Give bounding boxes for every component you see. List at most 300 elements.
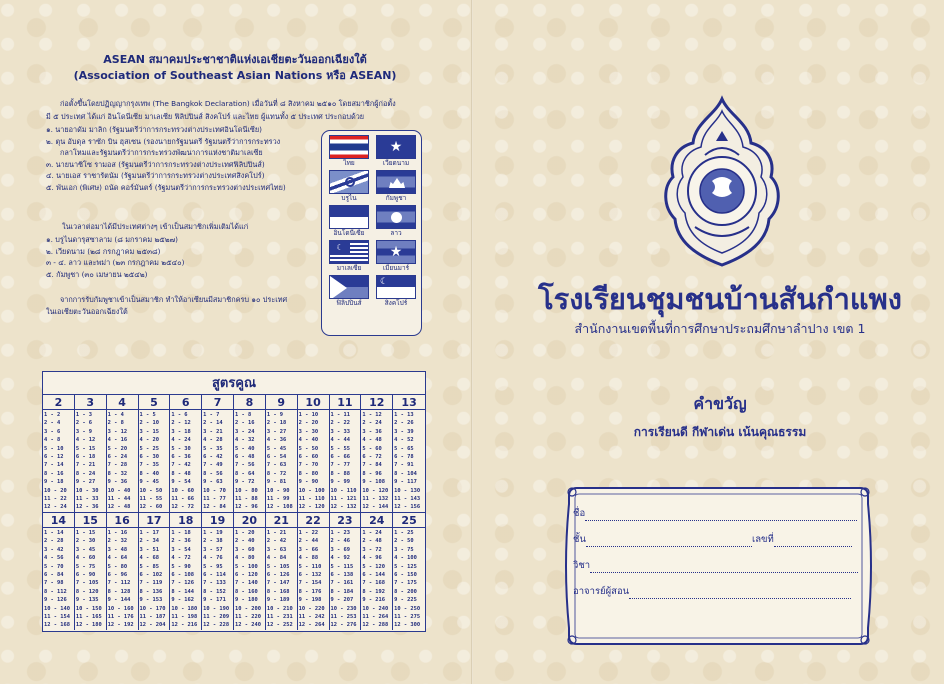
table-cell: 9 - 198 (298, 597, 322, 604)
table-cell: 6 - 108 (171, 571, 195, 578)
table-cell: 10 - 200 (235, 605, 261, 612)
table-cell: 3 - 18 (171, 428, 191, 435)
table-cell: 7 - 119 (139, 580, 163, 587)
table-cell: 5 - 115 (330, 563, 354, 570)
table-cell: 3 - 63 (266, 546, 287, 553)
table-cell: 2 - 24 (362, 420, 382, 427)
subject-label: วิชา (573, 560, 591, 571)
asean-intro-line-1: ก่อตั้งขึ้นโดยปฏิญญากรุงเทพ (The Bangkok Declaration) เมื่อวันที่ ๘ สิงหาคม ๒๕๑๐ โดยสมาชิกผู้ก่อตั้ง (60, 99, 396, 108)
table-cell: 3 - 27 (266, 428, 287, 435)
table-cell: 10 - 50 (139, 487, 163, 494)
table-cell: 6 - 144 (362, 571, 386, 578)
table-column-header: 24 (361, 513, 393, 528)
founder-item: กลาโหมและรัฐมนตรีว่าการกระทรวงพัฒนาการแห่งชาติมาเลเซีย (60, 148, 263, 157)
table-column-header: 5 (139, 395, 171, 410)
table-cell: 2 - 32 (107, 538, 128, 545)
table-column (202, 528, 234, 630)
table-cell: 8 - 48 (171, 470, 191, 477)
table-cell: 12 - 300 (394, 622, 421, 629)
table-cell: 12 - 96 (235, 504, 258, 511)
table-cell: 4 - 88 (298, 555, 319, 562)
table-cell: 11 - 187 (139, 613, 166, 620)
table-header-row (43, 512, 425, 528)
table-cell: 1 - 23 (330, 529, 350, 536)
table-cell: 3 - 45 (75, 546, 96, 553)
table-cell: 4 - 48 (362, 437, 382, 444)
table-cell: 10 - 250 (394, 605, 421, 612)
table-cell: 6 - 66 (330, 454, 350, 461)
table-cell: 1 - 3 (75, 412, 93, 418)
teacher-line (629, 589, 851, 599)
table-column (107, 528, 139, 630)
table-cell: 4 - 92 (330, 555, 350, 562)
table-body (43, 528, 425, 630)
flag-label: สิงคโปร์ (384, 299, 408, 307)
asean-intro-line-2: มี ๕ ประเทศ ได้แก่ อินโดนีเซีย มาเลเซีย ฟิลิปปินส์ สิงคโปร์ และไทย ผู้แทนทั้ง ๕ ประเทศ ประกอบด้วย (46, 111, 365, 121)
table-cell: 3 - 39 (394, 428, 414, 435)
table-cell: 11 - 110 (298, 496, 325, 503)
table-cell: 11 - 66 (171, 496, 195, 503)
table-cell: 8 - 64 (235, 470, 255, 477)
obec-emblem-icon (655, 95, 790, 270)
table-cell: 11 - 198 (171, 613, 198, 620)
name-field[interactable] (573, 506, 857, 521)
table-column-header: 17 (139, 513, 171, 528)
table-cell: 12 - 168 (44, 622, 70, 629)
flag-label: บรูไน (341, 194, 357, 202)
table-cell: 10 - 220 (298, 605, 325, 612)
table-cell: 6 - 18 (75, 454, 96, 461)
table-cell: 4 - 32 (235, 437, 255, 444)
class-field[interactable] (573, 532, 852, 547)
table-cell: 2 - 16 (235, 420, 255, 427)
emblem-caption (655, 272, 790, 273)
class-line (586, 537, 752, 547)
table-cell: 3 - 15 (139, 428, 159, 435)
closing-line-2: ในเอเชียตะวันออกเฉียงใต้ (46, 307, 128, 316)
table-cell: 4 - 36 (266, 437, 287, 444)
table-cell: 2 - 48 (362, 538, 382, 545)
table-cell: 4 - 8 (44, 437, 61, 444)
table-cell: 4 - 28 (203, 437, 223, 444)
table-cell: 9 - 63 (203, 479, 223, 486)
table-cell: 11 - 33 (75, 496, 99, 503)
flag-label: กัมพูชา (385, 194, 407, 202)
table-cell: 10 - 80 (235, 487, 258, 494)
flag-item-indonesia (328, 205, 370, 238)
table-cell: 4 - 100 (394, 555, 417, 562)
table-cell: 11 - 99 (266, 496, 290, 503)
table-cell: 2 - 50 (394, 538, 414, 545)
table-cell: 7 - 70 (298, 462, 319, 469)
table-cell: 1 - 9 (266, 412, 284, 418)
flag-label: ฟิลิปปินส์ (336, 299, 362, 307)
table-cell: 6 - 138 (330, 571, 354, 578)
table-cell: 3 - 75 (394, 546, 414, 553)
table-cell: 6 - 12 (44, 454, 64, 461)
table-cell: 12 - 216 (171, 622, 198, 629)
asean-heading (40, 52, 430, 84)
table-column (107, 410, 139, 512)
table-cell: 5 - 45 (266, 445, 287, 452)
table-cell: 2 - 4 (44, 420, 61, 427)
table-column (266, 528, 298, 630)
table-cell: 4 - 44 (330, 437, 350, 444)
table-cell: 2 - 26 (394, 420, 414, 427)
philippines-flag-icon (329, 275, 369, 299)
cambodia-flag-icon (376, 170, 416, 194)
table-column-header: 6 (170, 395, 202, 410)
table-cell: 3 - 33 (330, 428, 350, 435)
table-cell: 7 - 154 (298, 580, 322, 587)
table-column (139, 410, 171, 512)
table-cell: 8 - 112 (44, 588, 67, 595)
table-cell: 5 - 100 (235, 563, 258, 570)
table-cell: 2 - 38 (203, 538, 223, 545)
table-cell: 12 - 288 (362, 622, 389, 629)
school-motto: การเรียนดี กีฬาเด่น เน้นคุณธรรม (633, 425, 807, 439)
table-cell: 8 - 160 (235, 588, 258, 595)
number-label: เลขที่ (751, 534, 774, 545)
flag-item-myanmar (375, 240, 417, 273)
table-cell: 2 - 30 (75, 538, 96, 545)
table-cell: 1 - 8 (235, 412, 252, 418)
flag-item-brunei (328, 170, 370, 203)
table-column-header: 2 (43, 395, 75, 410)
table-cell: 10 - 100 (298, 487, 325, 494)
name-line (585, 511, 857, 521)
table-cell: 7 - 133 (203, 580, 226, 587)
table-cell: 6 - 120 (235, 571, 258, 578)
table-cell: 11 - 231 (266, 613, 293, 620)
table-cell: 7 - 21 (75, 462, 96, 469)
table-cell: 3 - 6 (44, 428, 61, 435)
table-column (43, 410, 75, 512)
table-cell: 7 - 112 (107, 580, 131, 587)
table-cell: 8 - 200 (394, 588, 417, 595)
table-cell: 1 - 20 (235, 529, 255, 536)
motto-heading: คำขวัญ (693, 394, 747, 413)
table-column-header: 3 (75, 395, 107, 410)
table-cell: 9 - 108 (362, 479, 386, 486)
asean-intro (46, 98, 436, 123)
table-cell: 9 - 180 (235, 597, 258, 604)
founders-list (46, 124, 311, 193)
founder-item: ๒. ตุน อับดุล ราซัก บิน ฮุสเซน (รองนายกรัฐมนตรี รัฐมนตรีว่าการกระทรวง (46, 136, 281, 146)
table-cell: 1 - 12 (362, 412, 382, 418)
table-column-header: 18 (170, 513, 202, 528)
table-cell: 4 - 68 (139, 555, 159, 562)
table-cell: 5 - 105 (266, 563, 290, 570)
brunei-flag-icon (329, 170, 369, 194)
table-column-header: 22 (298, 513, 330, 528)
table-cell: 1 - 19 (203, 529, 223, 536)
table-column (330, 410, 362, 512)
table-cell: 7 - 35 (139, 462, 159, 469)
table-cell: 6 - 96 (107, 571, 128, 578)
table-column (330, 528, 362, 630)
table-cell: 12 - 108 (266, 504, 293, 511)
table-column (170, 528, 202, 630)
table-cell: 8 - 32 (107, 470, 128, 477)
table-cell: 2 - 14 (203, 420, 223, 427)
table-cell: 9 - 81 (266, 479, 287, 486)
table-cell: 11 - 154 (44, 613, 70, 620)
table-cell: 8 - 168 (266, 588, 290, 595)
table-cell: 9 - 72 (235, 479, 255, 486)
teacher-field[interactable] (573, 584, 851, 599)
subject-field[interactable] (573, 558, 858, 573)
table-cell: 5 - 75 (75, 563, 96, 570)
table-cell: 7 - 49 (203, 462, 223, 469)
table-cell: 5 - 65 (394, 445, 414, 452)
table-cell: 7 - 168 (362, 580, 386, 587)
table-column (266, 410, 298, 512)
table-cell: 4 - 24 (171, 437, 191, 444)
table-cell: 9 - 225 (394, 597, 417, 604)
table-cell: 7 - 63 (266, 462, 287, 469)
table-cell: 6 - 132 (298, 571, 322, 578)
table-cell: 11 - 132 (362, 496, 389, 503)
asean-title-thai: ASEAN สมาคมประชาชาติแห่งเอเชียตะวันออกเฉียงใต้ (103, 53, 367, 66)
table-column-header: 20 (234, 513, 266, 528)
table-column-header: 25 (393, 513, 425, 528)
table-cell: 1 - 25 (394, 529, 414, 536)
table-cell: 3 - 21 (203, 428, 223, 435)
table-cell: 12 - 240 (235, 622, 261, 629)
table-cell: 3 - 72 (362, 546, 382, 553)
table-cell: 12 - 144 (362, 504, 389, 511)
table-cell: 7 - 91 (394, 462, 414, 469)
table-cell: 8 - 96 (362, 470, 382, 477)
table-cell: 7 - 175 (394, 580, 417, 587)
table-cell: 6 - 24 (107, 454, 128, 461)
table-cell: 11 - 275 (394, 613, 421, 620)
table-cell: 11 - 77 (203, 496, 226, 503)
table-cell: 11 - 253 (330, 613, 357, 620)
table-cell: 9 - 126 (44, 597, 67, 604)
table-cell: 1 - 24 (362, 529, 382, 536)
table-cell: 8 - 136 (139, 588, 163, 595)
table-cell: 3 - 36 (362, 428, 382, 435)
multiplication-title: สูตรคูณ (43, 372, 425, 395)
table-cell: 10 - 180 (171, 605, 198, 612)
table-cell: 5 - 125 (394, 563, 417, 570)
table-cell: 10 - 150 (75, 605, 102, 612)
table-cell: 1 - 11 (330, 412, 350, 418)
table-column-header: 12 (361, 395, 393, 410)
table-cell: 4 - 20 (139, 437, 159, 444)
table-column-header: 16 (107, 513, 139, 528)
table-cell: 8 - 176 (298, 588, 322, 595)
singapore-flag-icon: ☾ (376, 275, 416, 299)
table-cell: 3 - 12 (107, 428, 128, 435)
table-cell: 8 - 152 (203, 588, 226, 595)
table-cell: 12 - 72 (171, 504, 195, 511)
table-cell: 5 - 50 (298, 445, 319, 452)
table-cell: 10 - 90 (266, 487, 290, 494)
table-column (139, 528, 171, 630)
table-column (202, 410, 234, 512)
founder-item: ๕. พันเอก (พิเศษ) ถนัด คอร์มันตร์ (รัฐมนตรีว่าการกระทรวงต่างประเทศไทย) (46, 182, 286, 192)
table-cell: 4 - 72 (171, 555, 191, 562)
subject-line (590, 563, 858, 573)
asean-title-english: (Association of Southeast Asian Nations หรือ ASEAN) (73, 69, 397, 82)
table-cell: 10 - 160 (107, 605, 134, 612)
table-cell: 5 - 30 (171, 445, 191, 452)
table-cell: 9 - 45 (139, 479, 159, 486)
table-cell: 9 - 117 (394, 479, 417, 486)
table-cell: 6 - 72 (362, 454, 382, 461)
table-cell: 4 - 80 (235, 555, 255, 562)
thailand-flag-icon (329, 135, 369, 159)
table-cell: 12 - 192 (107, 622, 134, 629)
table-cell: 5 - 35 (203, 445, 223, 452)
table-cell: 9 - 27 (75, 479, 96, 486)
table-column-header: 11 (330, 395, 362, 410)
table-column (361, 410, 393, 512)
table-cell: 9 - 36 (107, 479, 128, 486)
table-cell: 9 - 171 (203, 597, 226, 604)
table-column-header: 9 (266, 395, 298, 410)
later-member-item: ๒. เวียดนาม (๒๘ กรกฎาคม ๒๕๓๘) (46, 246, 161, 256)
table-cell: 12 - 48 (107, 504, 131, 511)
education-office-name: สำนักงานเขตพื้นที่การศึกษาประถมศึกษาลำปาง เขต 1 (574, 321, 866, 336)
malaysia-flag-icon: ☾ (329, 240, 369, 264)
table-cell: 6 - 102 (139, 571, 163, 578)
flag-item-singapore (375, 275, 417, 308)
flag-item-vietnam (375, 135, 417, 168)
table-cell: 3 - 9 (75, 428, 93, 435)
table-cell: 5 - 70 (44, 563, 64, 570)
table-cell: 12 - 120 (298, 504, 325, 511)
table-cell: 11 - 242 (298, 613, 325, 620)
table-column-header: 15 (75, 513, 107, 528)
table-cell: 11 - 121 (330, 496, 357, 503)
founder-item: ๑. นายอาดัม มาลิก (รัฐมนตรีว่าการกระทรวงต่างประเทศอินโดนีเซีย) (46, 125, 263, 134)
table-cell: 5 - 90 (171, 563, 191, 570)
table-cell: 6 - 42 (203, 454, 223, 461)
table-cell: 12 - 60 (139, 504, 163, 511)
table-cell: 4 - 96 (362, 555, 382, 562)
table-cell: 6 - 30 (139, 454, 159, 461)
table-cell: 7 - 77 (330, 462, 350, 469)
table-column-header: 14 (43, 513, 75, 528)
table-cell: 3 - 48 (107, 546, 128, 553)
table-cell: 9 - 144 (107, 597, 131, 604)
table-cell: 1 - 14 (44, 529, 64, 536)
table-cell: 10 - 60 (171, 487, 195, 494)
table-cell: 4 - 16 (107, 437, 128, 444)
table-cell: 5 - 120 (362, 563, 386, 570)
table-cell: 10 - 120 (362, 487, 389, 494)
flag-item-philippines (328, 275, 370, 308)
table-column (298, 528, 330, 630)
table-cell: 9 - 216 (362, 597, 386, 604)
table-cell: 6 - 84 (44, 571, 64, 578)
table-cell: 5 - 10 (44, 445, 64, 452)
table-cell: 6 - 90 (75, 571, 96, 578)
table-cell: 9 - 54 (171, 479, 191, 486)
table-cell: 6 - 114 (203, 571, 226, 578)
table-cell: 10 - 20 (44, 487, 67, 494)
later-member-item: ๕. กัมพูชา (๓๐ เมษายน ๒๕๔๒) (46, 269, 148, 279)
table-cell: 5 - 20 (107, 445, 128, 452)
school-name: โรงเรียนชุมชนบ้านสันกำแพง (538, 284, 902, 316)
table-cell: 11 - 44 (107, 496, 131, 503)
number-line (774, 537, 852, 547)
teacher-label: อาจารย์ผู้สอน (573, 586, 630, 597)
table-cell: 3 - 69 (330, 546, 350, 553)
table-cell: 4 - 56 (44, 555, 64, 562)
table-cell: 2 - 22 (330, 420, 350, 427)
table-column (361, 528, 393, 630)
table-column-header: 13 (393, 395, 425, 410)
founder-item: ๓. นายนาซิโซ รามอส (รัฐมนตรีว่าการกระทรวงต่างประเทศฟิลิปปินส์) (46, 159, 265, 169)
table-cell: 11 - 176 (107, 613, 134, 620)
table-cell: 2 - 44 (298, 538, 319, 545)
table-cell: 2 - 20 (298, 420, 319, 427)
table-cell: 12 - 180 (75, 622, 102, 629)
later-member-item: ๑. บรูไนดารุสซาลาม (๘ มกราคม ๒๕๒๗) (46, 235, 178, 244)
table-cell: 10 - 40 (107, 487, 131, 494)
table-cell: 12 - 84 (203, 504, 226, 511)
table-cell: 1 - 15 (75, 529, 96, 536)
laos-flag-icon (376, 205, 416, 229)
flag-label: เมียนมาร์ (382, 264, 410, 272)
table-cell: 7 - 147 (266, 580, 290, 587)
table-column-header: 23 (330, 513, 362, 528)
table-column (298, 410, 330, 512)
closing-line-1: จากการรับกัมพูชาเข้าเป็นสมาชิก ทำให้อาเซียนมีสมาชิกครบ ๑๐ ประเทศ (60, 295, 288, 304)
flag-label: มาเลเซีย (336, 264, 362, 272)
table-cell: 5 - 85 (139, 563, 159, 570)
table-cell: 2 - 34 (139, 538, 159, 545)
table-cell: 1 - 18 (171, 529, 191, 536)
table-column (234, 528, 266, 630)
table-column (234, 410, 266, 512)
flag-label: เวียดนาม (382, 159, 410, 167)
table-cell: 11 - 55 (139, 496, 163, 503)
table-cell: 8 - 40 (139, 470, 159, 477)
table-cell: 9 - 99 (330, 479, 350, 486)
table-cell: 3 - 57 (203, 546, 223, 553)
table-cell: 5 - 25 (139, 445, 159, 452)
table-cell: 7 - 105 (75, 580, 99, 587)
table-cell: 2 - 12 (171, 420, 191, 427)
table-cell: 1 - 4 (107, 412, 124, 418)
table-cell: 4 - 60 (75, 555, 96, 562)
table-cell: 8 - 120 (75, 588, 99, 595)
table-cell: 5 - 80 (107, 563, 128, 570)
indonesia-flag-icon (329, 205, 369, 229)
table-cell: 6 - 78 (394, 454, 414, 461)
flag-label: อินโดนีเซีย (333, 229, 365, 237)
table-cell: 7 - 14 (44, 462, 64, 469)
table-cell: 11 - 220 (235, 613, 261, 620)
table-cell: 6 - 126 (266, 571, 290, 578)
table-cell: 8 - 128 (107, 588, 131, 595)
table-cell: 6 - 36 (171, 454, 191, 461)
table-cell: 9 - 207 (330, 597, 354, 604)
later-members-list (46, 234, 306, 280)
table-cell: 8 - 56 (203, 470, 223, 477)
table-cell: 10 - 210 (266, 605, 293, 612)
table-cell: 6 - 48 (235, 454, 255, 461)
table-cell: 11 - 143 (394, 496, 421, 503)
table-cell: 1 - 10 (298, 412, 319, 418)
table-cell: 8 - 16 (44, 470, 64, 477)
